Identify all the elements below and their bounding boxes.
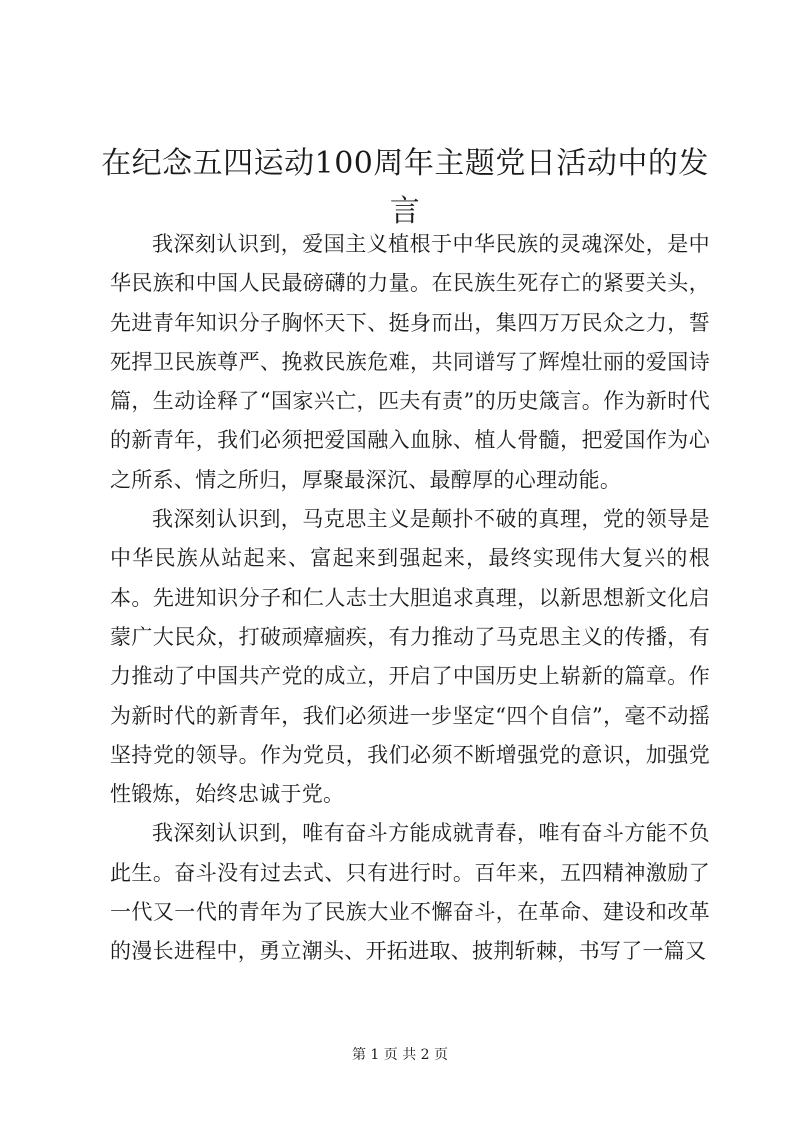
body-paragraph: 我深刻认识到，唯有奋斗方能成就青春，唯有奋斗方能不负此生。奋斗没有过去式、只有进行时。百年来，五四精神激励了一代又一代的青年为了民族大业不懈奋斗，在革命、建设和改革的漫长进程中，勇立潮头、开拓进取、披荆斩棘，书写了一篇又 <box>110 821 710 964</box>
document-body <box>110 225 710 972</box>
page-number-footer: 第 1 页 共 2 页 <box>351 1047 449 1063</box>
body-paragraph: 我深刻认识到，爱国主义植根于中华民族的灵魂深处，是中华民族和中国人民最磅礴的力量。在民族生死存亡的紧要关头，先进青年知识分子胸怀天下、挺身而出，集四万万民众之力，誓死捍卫民族尊严、挽救民族危难，共同谱写了辉煌壮丽的爱国诗篇，生动诠释了“国家兴亡，匹夫有责”的历史箴言。作为新时代的新青年，我们必须把爱国融入血脉、植人骨髓，把爱国作为心之所系、情之所归，厚聚最深沉、最醇厚的心理动能。 <box>110 232 710 492</box>
body-paragraph: 我深刻认识到，马克思主义是颠扑不破的真理，党的领导是中华民族从站起来、富起来到强起来，最终实现伟大复兴的根本。先进知识分子和仁人志士大胆追求真理，以新思想新文化启蒙广大民众，打破顽瘴痼疾，有力推动了马克思主义的传播，有力推动了中国共产党的成立，开启了中国历史上崭新的篇章。作为新时代的新青年，我们必须进一步坚定“四个自信”，毫不动摇坚持党的领导。作为党员，我们必须不断增强党的意识，加强党性锻炼，始终忠诚于党。 <box>110 507 710 807</box>
document-title: 在纪念五四运动100周年主题党日活动中的发言 <box>101 146 709 229</box>
